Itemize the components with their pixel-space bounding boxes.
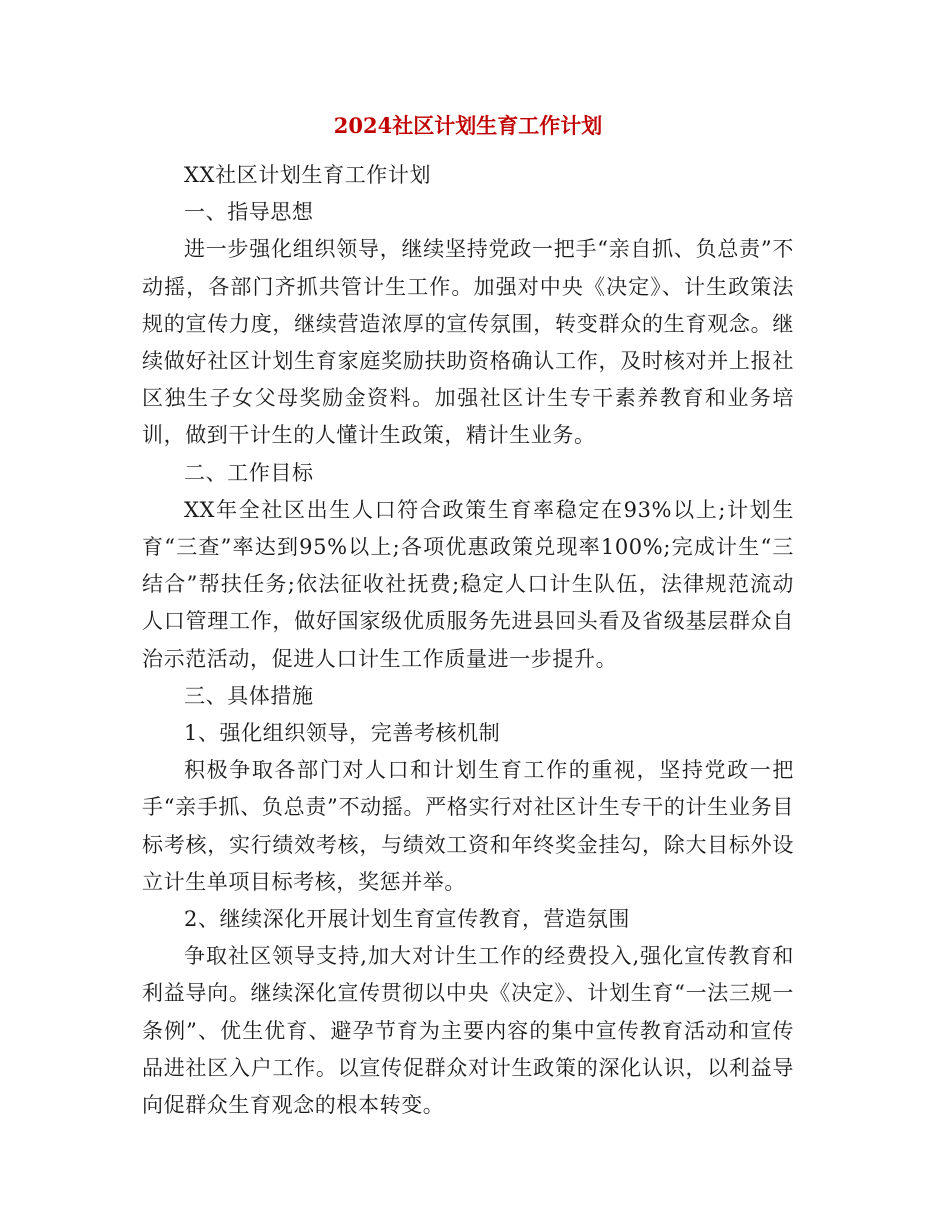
section-heading-measures: 三、具体措施: [184, 683, 314, 708]
paragraph-measure-2: 争取社区领导支持,加大对计生工作的经费投入,强化宣传教育和利益导向。继续深化宣传贯彻以中央《决定》、计划生育“一法三规一条例”、优生优育、避孕节育为主要内容的集中宣传教育活动和宣传品进社区入户工作。以宣传促群众对计生政策的深化认识，以利益导向促群众生育观念的根本转变。: [142, 944, 794, 1118]
section-heading-work-goals: 二、工作目标: [184, 460, 314, 485]
paragraph-guiding-thought: 进一步强化组织领导，继续坚持党政一把手“亲自抓、负总责”不动摇，各部门齐抓共管计生工作。加强对中央《决定》、计生政策法规的宣传力度，继续营造浓厚的宣传氛围，转变群众的生育观念。继续做好社区计划生育家庭奖励扶助资格确认工作，及时核对并上报社区独生子女父母奖励金资料。加强社区计生专干素养教育和业务培训，做到干计生的人懂计生政策，精计生业务。: [142, 237, 794, 448]
section-heading-guiding-thought: 一、指导思想: [184, 200, 314, 225]
subheading-measure-2: 2、继续深化开展计划生育宣传教育，营造氛围: [184, 907, 630, 932]
paragraph-subtitle: XX社区计划生育工作计划: [184, 163, 432, 187]
document-title: 2024社区计划生育工作计划: [333, 113, 603, 138]
paragraph-measure-1: 积极争取各部门对人口和计划生育工作的重视，坚持党政一把手“亲手抓、负总责”不动摇。严格实行对社区计生专干的计生业务目标考核，实行绩效考核，与绩效工资和年终奖金挂勾，除大目标外设立计生单项目标考核，奖惩并举。: [142, 758, 794, 894]
subheading-measure-1: 1、强化组织领导，完善考核机制: [184, 721, 501, 746]
paragraph-work-goals: XX年全社区出生人口符合政策生育率稳定在93%以上;计划生育“三查”率达到95%以上;各项优惠政策兑现率100%;完成计生“三结合”帮扶任务;依法征收社抚费;稳定人口计生队伍，法律规范流动人口管理工作，做好国家级优质服务先进县回头看及省级基层群众自治示范活动，促进人口计生工作质量进一步提升。: [142, 497, 794, 671]
document-body: [142, 157, 794, 1124]
